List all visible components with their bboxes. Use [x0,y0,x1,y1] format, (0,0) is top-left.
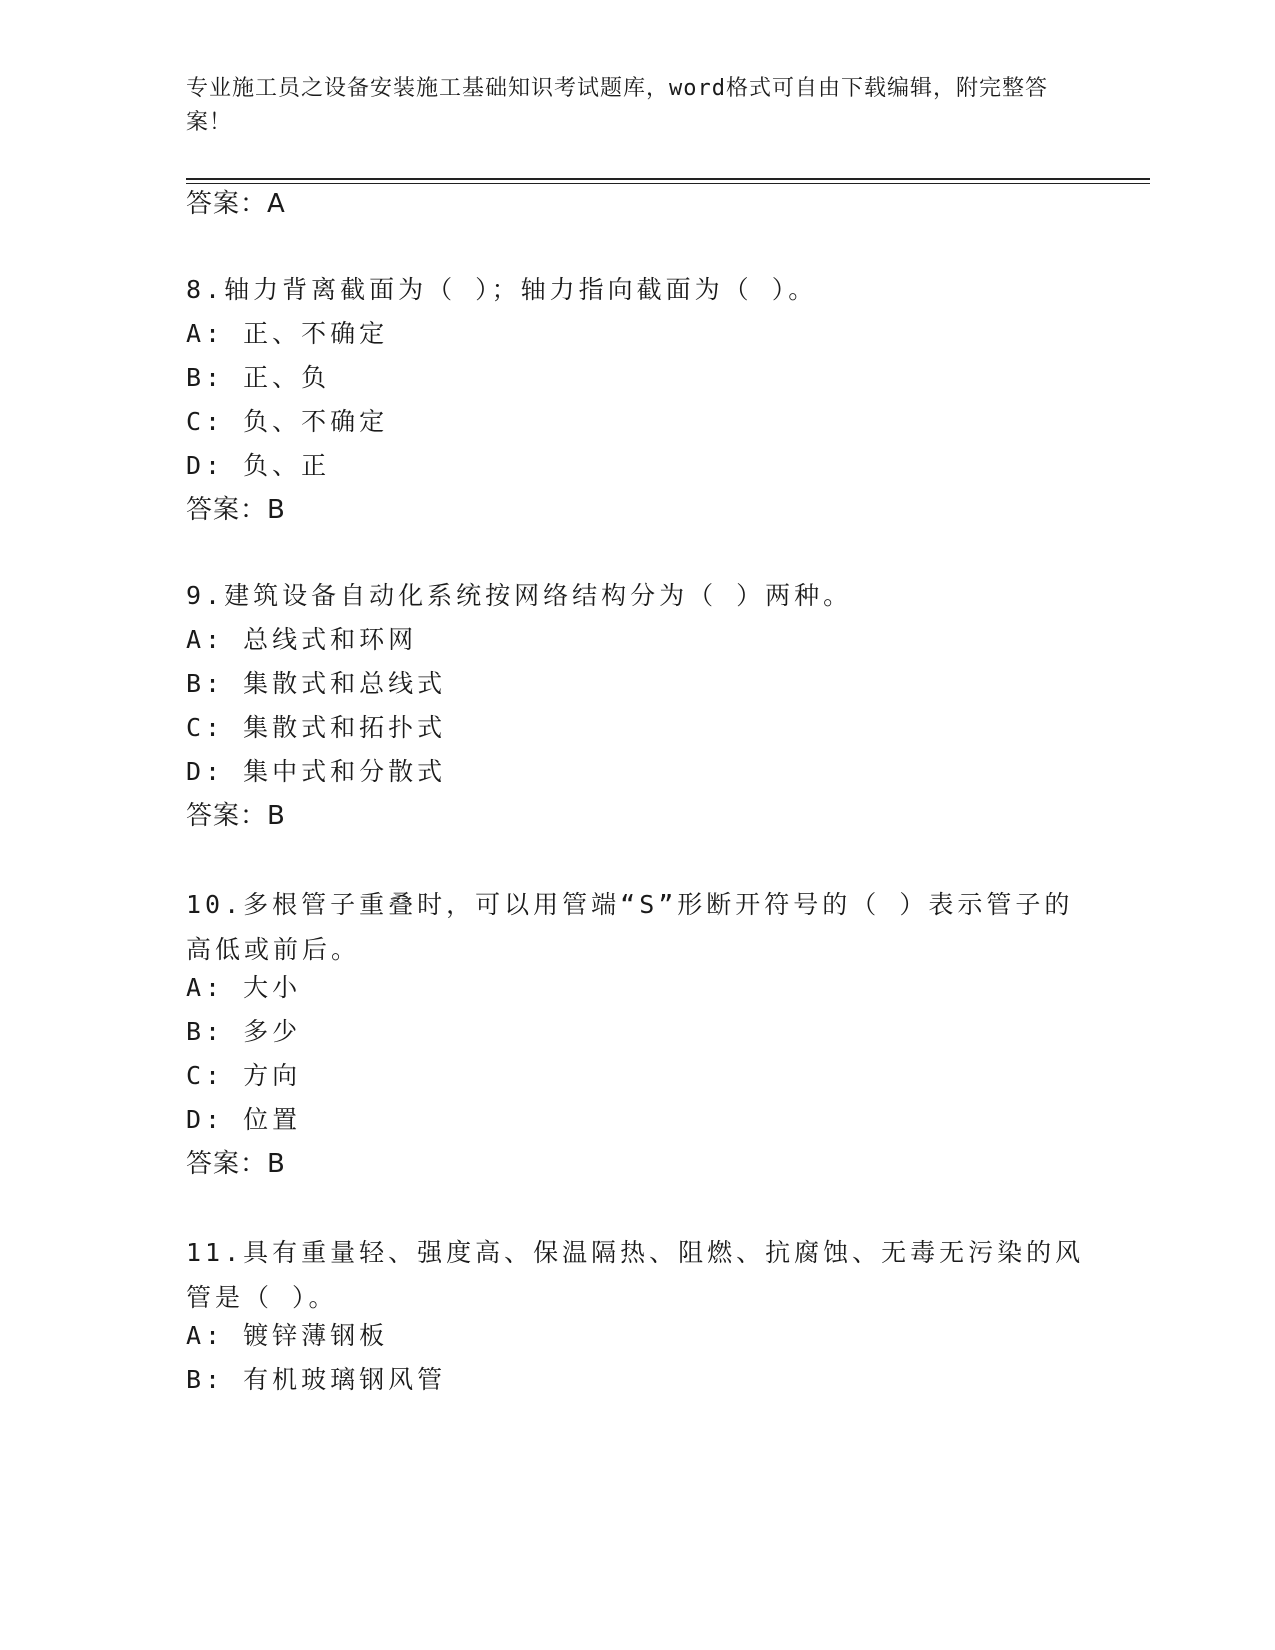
q11-option-b: B: 有机玻璃钢风管 [186,1365,447,1394]
header-rule-thin [186,183,1150,184]
q8-option-a: A: 正、不确定 [186,319,389,348]
q10-option-a: A: 大小 [186,973,302,1002]
question-8: 8.轴力背离截面为（ ）；轴力指向截面为（ ）。 [186,275,818,304]
q8-option-c: C: 负、不确定 [186,407,389,436]
q8-answer: 答案：B [186,495,286,525]
q8-option-b: B: 正、负 [186,363,331,392]
q10-option-c: C: 方向 [186,1061,302,1090]
question-9: 9.建筑设备自动化系统按网络结构分为（ ）两种。 [186,581,853,610]
q8-option-d: D: 负、正 [186,451,331,480]
q10-option-b: B: 多少 [186,1017,302,1046]
q10-answer: 答案：B [186,1149,286,1179]
q9-option-b: B: 集散式和总线式 [186,669,447,698]
q9-option-c: C: 集散式和拓扑式 [186,713,447,742]
question-10: 10.多根管子重叠时，可以用管端“S”形断开符号的（ ）表示管子的高低或前后。 [186,890,1074,964]
q10-option-d: D: 位置 [186,1105,302,1134]
header-rule-thick [186,178,1150,180]
q9-option-d: D: 集中式和分散式 [186,757,447,786]
question-11: 11.具有重量轻、强度高、保温隔热、阻燃、抗腐蚀、无毒无污染的风管是（ ）。 [186,1238,1085,1312]
q9-answer: 答案：B [186,801,286,831]
answer-prev: 答案：A [186,189,286,219]
q11-option-a: A: 镀锌薄钢板 [186,1321,389,1350]
document-header: 专业施工员之设备安装施工基础知识考试题库，word格式可自由下载编辑，附完整答案！ [186,76,1048,135]
q9-option-a: A: 总线式和环网 [186,625,418,654]
